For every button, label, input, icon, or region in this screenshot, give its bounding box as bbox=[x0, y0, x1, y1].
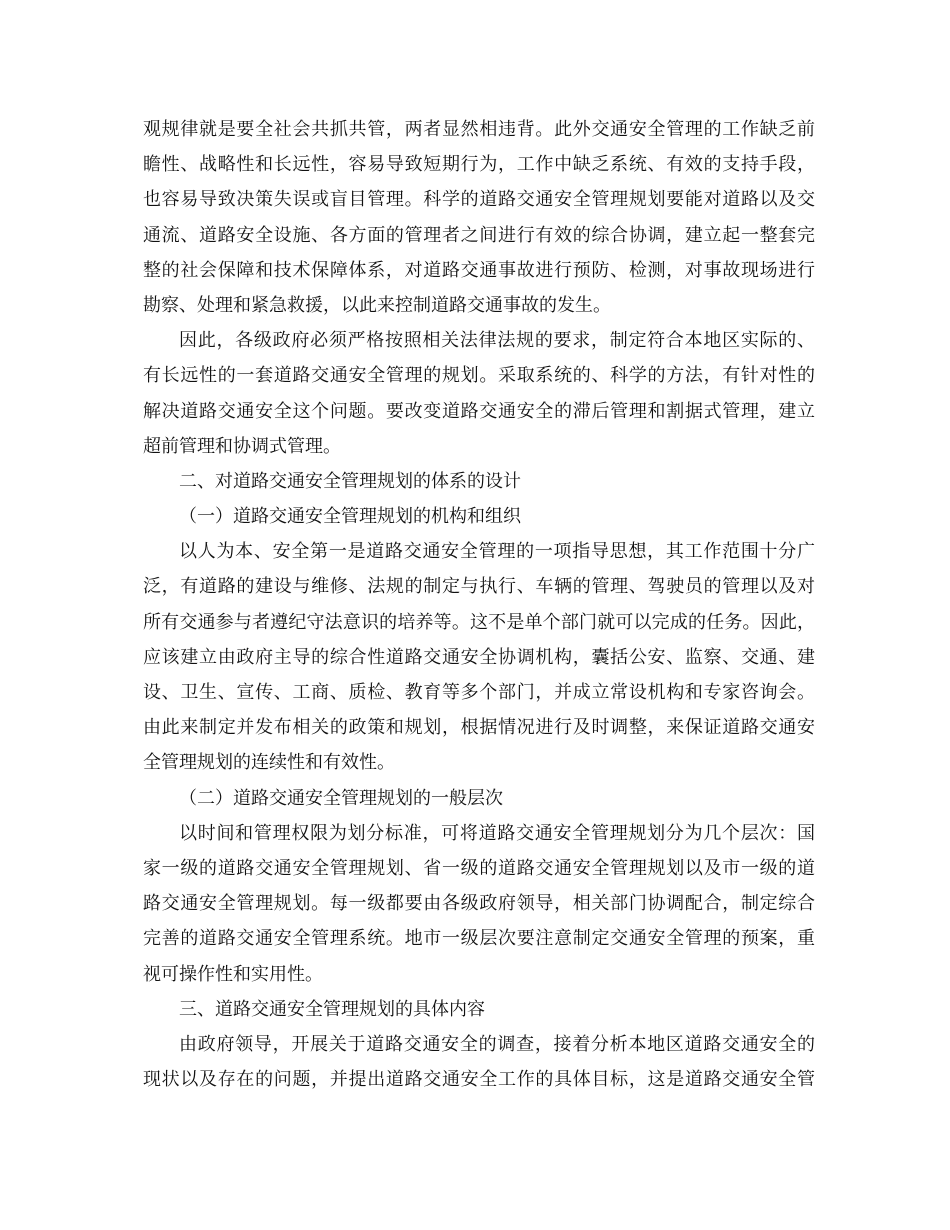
subsection-heading: （一）道路交通安全管理规划的机构和组织 bbox=[179, 506, 521, 528]
text-line: 勘察、处理和紧急救援，以此来控制道路交通事故的发生。 bbox=[143, 294, 611, 316]
text-line: 观规律就是要全社会共抓共管，两者显然相违背。此外交通安全管理的工作缺乏前 bbox=[143, 119, 815, 140]
text-line: 通流、道路安全设施、各方面的管理者之间进行有效的综合协调，建立起一整套完 bbox=[143, 224, 815, 246]
text-line: 超前管理和协调式管理。 bbox=[143, 435, 341, 457]
paragraph-first-line: 因此，各级政府必须严格按照相关法律法规的要求，制定符合本地区实际的、 bbox=[179, 330, 815, 352]
text-line: 设、卫生、宣传、工商、质检、教育等多个部门，并成立常设机构和专家咨询会。 bbox=[143, 682, 815, 703]
text-line: 瞻性、战略性和长远性，容易导致短期行为，工作中缺乏系统、有效的支持手段， bbox=[143, 154, 815, 176]
text-line: 泛，有道路的建设与维修、法规的制定与执行、车辆的管理、驾驶员的管理以及对 bbox=[143, 576, 815, 598]
text-line: 整的社会保障和技术保障体系，对道路交通事故进行预防、检测，对事故现场进行 bbox=[143, 259, 815, 281]
paragraph-first-line: 由政府领导，开展关于道路交通安全的调查，接着分析本地区道路交通安全的 bbox=[179, 1033, 815, 1055]
section-heading: 三、道路交通安全管理规划的具体内容 bbox=[179, 998, 485, 1020]
text-line: 完善的道路交通安全管理系统。地市一级层次要注意制定交通安全管理的预案，重 bbox=[143, 928, 815, 950]
text-line: 有长远性的一套道路交通安全管理的规划。采取系统的、科学的方法，有针对性的 bbox=[143, 365, 815, 387]
text-line: 所有交通参与者遵纪守法意识的培养等。这不是单个部门就可以完成的任务。因此， bbox=[143, 611, 815, 633]
text-line: 路交通安全管理规划。每一级都要由各级政府领导，相关部门协调配合，制定综合 bbox=[143, 893, 815, 915]
text-line: 由此来制定并发布相关的政策和规划，根据情况进行及时调整，来保证道路交通安 bbox=[143, 717, 815, 739]
text-line: 视可操作性和实用性。 bbox=[143, 963, 323, 985]
subsection-heading: （二）道路交通安全管理规划的一般层次 bbox=[179, 787, 503, 809]
text-line: 应该建立由政府主导的综合性道路交通安全协调机构，囊括公安、监察、交通、建 bbox=[143, 646, 815, 668]
body-text bbox=[143, 112, 815, 1097]
text-line: 现状以及存在的问题，并提出道路交通安全工作的具体目标，这是道路交通安全管 bbox=[143, 1069, 815, 1091]
section-heading: 二、对道路交通安全管理规划的体系的设计 bbox=[179, 470, 521, 492]
paragraph-first-line: 以人为本、安全第一是道路交通安全管理的一项指导思想，其工作范围十分广 bbox=[179, 541, 815, 563]
text-line: 解决道路交通安全这个问题。要改变道路交通安全的滞后管理和割据式管理，建立 bbox=[143, 400, 815, 422]
text-line: 家一级的道路交通安全管理规划、省一级的道路交通安全管理规划以及市一级的道 bbox=[143, 857, 815, 879]
text-line: 也容易导致决策失误或盲目管理。科学的道路交通安全管理规划要能对道路以及交 bbox=[143, 189, 815, 211]
text-line: 全管理规划的连续性和有效性。 bbox=[143, 752, 395, 774]
paragraph-first-line: 以时间和管理权限为划分标准，可将道路交通安全管理规划分为几个层次：国 bbox=[179, 822, 815, 844]
